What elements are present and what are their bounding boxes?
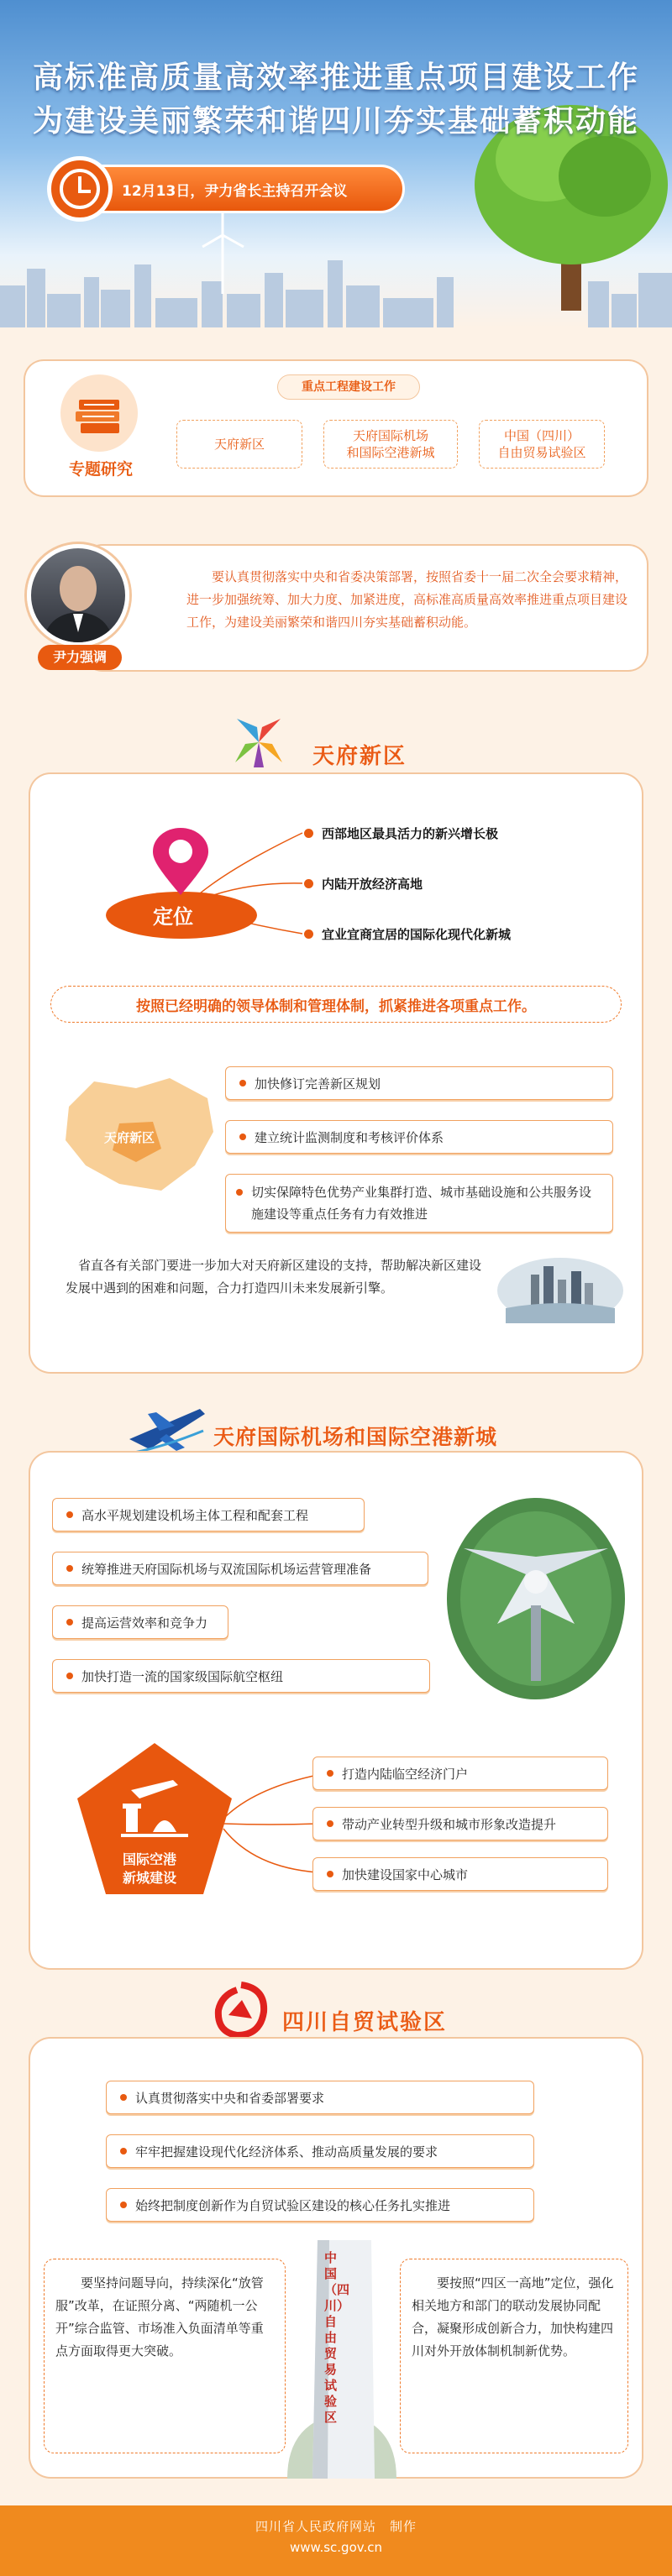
topic-label: 专题研究 bbox=[68, 460, 133, 479]
footer bbox=[0, 2505, 672, 2576]
map-label: 天府新区 bbox=[104, 1130, 155, 1145]
city-task-item: 带动产业转型升级和城市形象改造提升 bbox=[312, 1807, 608, 1840]
tianfu-task-item: 建立统计监测制度和考核评价体系 bbox=[225, 1120, 613, 1154]
section-title-ftz: 四川自贸试验区 bbox=[282, 2010, 448, 2035]
city-label-line2: 新城建设 bbox=[123, 1870, 177, 1886]
tianfu-highlight: 按照已经明确的领导体制和管理体制，抓紧推进各项重点工作。 bbox=[50, 986, 622, 1023]
ftz-logo-icon bbox=[212, 1982, 270, 2040]
position-item: 西部地区最具活力的新兴增长极 bbox=[304, 825, 498, 842]
tianfu-logo-icon bbox=[228, 712, 289, 772]
books-icon bbox=[60, 374, 138, 452]
project-box-ftz: 中国（四川） 自由贸易试验区 bbox=[479, 420, 605, 469]
ftz-task-item: 牢牢把握建设现代化经济体系、推动高质量发展的要求 bbox=[106, 2134, 534, 2168]
airport-task-item: 统筹推进天府国际机场与双流国际机场运营管理准备 bbox=[52, 1552, 428, 1585]
position-item: 内陆开放经济高地 bbox=[304, 875, 423, 893]
portrait-photo bbox=[27, 544, 129, 647]
clock-icon bbox=[47, 156, 113, 222]
ftz-task-item: 始终把制度创新作为自贸试验区建设的核心任务扎实推进 bbox=[106, 2188, 534, 2222]
location-pin-icon bbox=[150, 828, 212, 897]
tianfu-note: 省直各有关部门要进一步加大对天府新区建设的支持，帮助解决新区建设发展中遇到的困难和问题，合力打造四川未来发展新引擎。 bbox=[66, 1258, 482, 1296]
section-title-tianfu: 天府新区 bbox=[312, 744, 407, 769]
airport-aerial-photo bbox=[447, 1498, 625, 1699]
city-connector-lines bbox=[220, 1763, 321, 1889]
ftz-task-item: 认真贯彻落实中央和省委部署要求 bbox=[106, 2081, 534, 2114]
footer-publisher: 四川省人民政府网站 制作 bbox=[255, 2519, 417, 2534]
city-task-item: 加快建设国家中心城市 bbox=[312, 1857, 608, 1891]
projects-title: 重点工程建设工作 bbox=[277, 374, 420, 400]
speaker-name-badge: 尹力强调 bbox=[38, 645, 122, 670]
position-item: 宜业宜商宜居的国际化现代化新城 bbox=[304, 925, 511, 943]
city-task-item: 打造内陆临空经济门户 bbox=[312, 1757, 608, 1790]
ftz-note-left: 要坚持问题导向，持续深化“放管服”改革，在证照分离、“两随机一公开”综合监管、市场准入负面清单等重点方面取得更大突破。 bbox=[55, 2275, 264, 2359]
city-label-line1: 国际空港 bbox=[123, 1851, 177, 1867]
ftz-monument-text: 中国（四川）自由贸易试验区 bbox=[324, 2250, 350, 2425]
airplane-icon bbox=[126, 1397, 207, 1458]
wind-turbine-illustration bbox=[197, 210, 248, 294]
meeting-note: 12月13日，尹力省长主持召开会议 bbox=[122, 182, 348, 200]
main-title-line2: 为建设美丽繁荣和谐四川夯实基础蓄积动能 bbox=[32, 104, 639, 139]
ftz-note-right: 要按照“四区一高地”定位，强化相关地方和部门的联动发展协同配合，凝聚形成创新合力，加快构建四川对外开放体制机制新优势。 bbox=[412, 2275, 614, 2359]
airport-task-item: 提高运营效率和竞争力 bbox=[52, 1605, 228, 1639]
airport-task-item: 高水平规划建设机场主体工程和配套工程 bbox=[52, 1498, 365, 1531]
tianfu-task-item: 切实保障特色优势产业集群打造、城市基础设施和公共服务设施建设等重点任务有力有效推进 bbox=[225, 1174, 613, 1233]
position-label: 定位 bbox=[153, 905, 193, 929]
airport-task-item: 加快打造一流的国家级国际航空枢纽 bbox=[52, 1659, 430, 1693]
project-box-airport: 天府国际机场 和国际空港新城 bbox=[323, 420, 458, 469]
tianfu-city-photo bbox=[497, 1258, 623, 1323]
main-title-line1: 高标准高质量高效率推进重点项目建设工作 bbox=[32, 60, 639, 95]
section-title-airport: 天府国际机场和国际空港新城 bbox=[213, 1425, 498, 1449]
footer-website: www.sc.gov.cn bbox=[290, 2540, 382, 2555]
project-box-tianfu: 天府新区 bbox=[176, 420, 302, 469]
tianfu-task-item: 加快修订完善新区规划 bbox=[225, 1066, 613, 1100]
statement-text: 要认真贯彻落实中央和省委决策部署，按照省委十一届二次全会要求精神，进一步加强统筹、加大力度、加紧进度，高标准高质量高效率推进重点项目建设工作，为建设美丽繁荣和谐四川夯实基础蓄积动能。 bbox=[186, 569, 628, 630]
